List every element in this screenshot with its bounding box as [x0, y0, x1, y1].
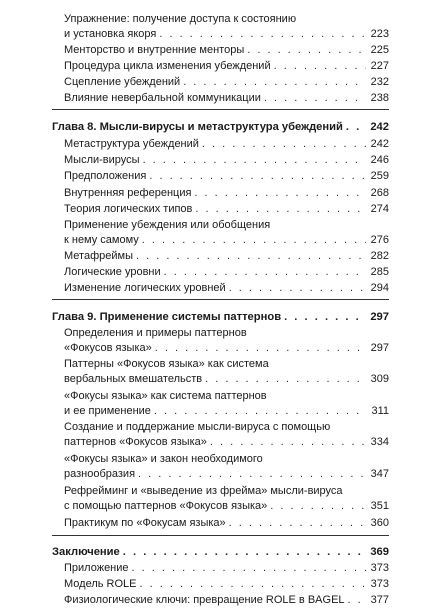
- toc-entry[interactable]: [64, 357, 389, 387]
- toc-entry-title: Физиологические ключи: превращение ROLE в BAGEL: [64, 594, 345, 606]
- toc-entry-line: [64, 75, 389, 90]
- toc-entry-title: и ее применение: [64, 405, 151, 417]
- dot-leader: [264, 91, 366, 106]
- toc-entry-line: [64, 577, 389, 592]
- toc-entry-title: Менторство и внутренние менторы: [64, 44, 245, 56]
- toc-entry-title: Предположения: [64, 170, 147, 182]
- dot-leader: [194, 186, 366, 201]
- toc-entry[interactable]: [64, 249, 389, 264]
- toc-entry-line: [64, 372, 389, 387]
- toc-entry-title: Метаструктура убеждений: [64, 138, 199, 150]
- toc-entry-line: [64, 153, 389, 168]
- dot-leader: [205, 372, 366, 387]
- toc-entry-line: [64, 435, 389, 450]
- toc-page-number: 334: [370, 436, 389, 448]
- toc-entry-line: [64, 59, 389, 74]
- toc-page-number: 276: [370, 234, 389, 246]
- toc-entry-line: [64, 169, 389, 184]
- toc-entry[interactable]: [64, 452, 389, 482]
- dot-leader: [284, 310, 366, 325]
- toc-entry-title: Модель ROLE: [64, 578, 137, 590]
- toc-entry[interactable]: [64, 186, 389, 201]
- dot-leader: [274, 59, 366, 74]
- toc-page-number: 297: [370, 311, 389, 323]
- toc-page-number: 227: [370, 60, 389, 72]
- toc-entry-title: Приложение: [64, 562, 129, 574]
- toc-page-number: 259: [370, 170, 389, 182]
- toc-entry-title: Глава 8. Мысли-вирусы и метаструктура убеждений: [52, 121, 343, 133]
- toc-page-number: 294: [370, 282, 389, 294]
- toc-entry-line: [64, 341, 389, 356]
- toc-entry-line: [64, 265, 389, 280]
- toc-entry-line: [64, 249, 389, 264]
- toc-page-number: 373: [370, 562, 389, 574]
- toc-entry[interactable]: [64, 75, 389, 90]
- toc-entry-line: [64, 91, 389, 106]
- toc-page-number: 232: [370, 76, 389, 88]
- toc-page-number: 268: [370, 187, 389, 199]
- toc-entry[interactable]: [64, 153, 389, 168]
- toc-page-number: 225: [370, 44, 389, 56]
- toc-entry-line: [64, 516, 389, 531]
- toc-entry-line: [64, 202, 389, 217]
- dot-leader: [123, 545, 366, 560]
- toc-entry[interactable]: [64, 484, 389, 514]
- toc-entry-title-line: Создание и поддержание мысли-вируса с помощью: [64, 421, 331, 433]
- toc-entry-title: паттернов «Фокусов языка»: [64, 436, 207, 448]
- dot-leader: [346, 120, 366, 135]
- toc-entry-title: Внутренняя референция: [64, 187, 192, 199]
- toc-entry-line: [64, 404, 389, 419]
- toc-entry-title: Изменение логических уровней: [64, 282, 226, 294]
- toc-entry-line: [64, 233, 389, 248]
- toc-entry-title: Логические уровни: [64, 266, 161, 278]
- toc-entry[interactable]: [64, 137, 389, 152]
- toc-entry-title: Заключение: [52, 546, 120, 558]
- toc-entry-line: [64, 593, 389, 608]
- toc-entry-title: и установка якоря: [64, 28, 157, 40]
- toc-entry-title: с помощью паттернов «Фокусов языка»: [64, 500, 268, 512]
- toc-entry[interactable]: [64, 326, 389, 356]
- dot-leader: [143, 153, 366, 168]
- toc-entry-title-line: Упражнение: получение доступа к состоянию: [64, 13, 297, 25]
- toc-entry-line: [64, 281, 389, 296]
- dot-leader: [229, 516, 366, 531]
- toc-entry[interactable]: [64, 516, 389, 531]
- toc-entry-title-line: Паттерны «Фокусов языка» как система: [64, 358, 269, 370]
- toc-entry[interactable]: [64, 59, 389, 74]
- dot-leader: [270, 499, 366, 514]
- toc-entry[interactable]: [64, 389, 389, 419]
- toc-page-number: 373: [370, 578, 389, 590]
- toc-entry-title: Метафреймы: [64, 250, 133, 262]
- toc-entry[interactable]: [64, 265, 389, 280]
- toc-entry-line: [64, 467, 389, 482]
- toc-entry-line: [52, 120, 389, 135]
- toc-entry[interactable]: [64, 218, 389, 248]
- toc-page-number: 347: [370, 468, 389, 480]
- toc-entry-line: [64, 561, 389, 576]
- toc-entry-title: разнообразия: [64, 468, 136, 480]
- toc-entry[interactable]: [64, 202, 389, 217]
- toc-entry-title: Глава 9. Применение системы паттернов: [52, 311, 282, 323]
- toc-page-number: 309: [370, 373, 389, 385]
- toc-entry-title: Влияние невербальной коммуникации: [64, 92, 261, 104]
- toc-page-number: 242: [370, 121, 389, 133]
- toc-page-number: 246: [370, 154, 389, 166]
- toc-entry[interactable]: [64, 577, 389, 592]
- toc-entry[interactable]: [64, 561, 389, 576]
- toc-entry-line: [64, 27, 389, 42]
- dot-leader: [164, 265, 366, 280]
- dot-leader: [348, 593, 366, 608]
- dot-leader: [229, 281, 366, 296]
- dot-leader: [138, 467, 366, 482]
- toc-entry-title-line: Применение убеждения или обобщения: [64, 219, 271, 231]
- toc-chapter[interactable]: [52, 545, 389, 560]
- toc-entry-title: вербальных вмешательств: [64, 373, 203, 385]
- toc-entry-title: Практикум по «Фокусам языка»: [64, 517, 226, 529]
- toc-entry-line: [64, 186, 389, 201]
- toc-page-number: 238: [370, 92, 389, 104]
- toc-entry-title: Процедура цикла изменения убеждений: [64, 60, 271, 72]
- toc-page-number: 285: [370, 266, 389, 278]
- section-divider: [52, 535, 389, 536]
- section-divider: [52, 109, 389, 110]
- toc-entry-title-line: Определения и примеры паттернов: [64, 327, 247, 339]
- toc-entry[interactable]: [64, 169, 389, 184]
- toc-entry-title: к нему самому: [64, 234, 139, 246]
- toc-page-number: 242: [370, 138, 389, 150]
- toc-entry-title-line: Рефрейминг и «выведение из фрейма» мысли-вируса: [64, 485, 343, 497]
- toc-page-number: 282: [370, 250, 389, 262]
- toc-entry[interactable]: [64, 420, 389, 450]
- toc-page-number: 377: [370, 594, 389, 606]
- dot-leader: [140, 577, 367, 592]
- toc-entry[interactable]: [64, 281, 389, 296]
- dot-leader: [154, 404, 366, 419]
- toc-entry-title-line: «Фокусы языка» как система паттернов: [64, 390, 267, 402]
- dot-leader: [155, 341, 366, 356]
- toc-entry-line: [64, 137, 389, 152]
- dot-leader: [136, 249, 366, 264]
- dot-leader: [183, 75, 366, 90]
- toc-entry[interactable]: [64, 91, 389, 106]
- toc-entry-line: [64, 499, 389, 514]
- toc-entry-title-line: «Фокусы языка» и закон необходимого: [64, 453, 263, 465]
- dot-leader: [132, 561, 366, 576]
- toc-entry-title: Сцепление убеждений: [64, 76, 181, 88]
- dot-leader: [149, 169, 366, 184]
- dot-leader: [210, 435, 366, 450]
- toc-page-number: 369: [370, 546, 389, 558]
- toc-entry-line: [64, 43, 389, 58]
- dot-leader: [142, 233, 366, 248]
- toc-page-number: 297: [370, 342, 389, 354]
- toc-entry-title: Мысли-вирусы: [64, 154, 140, 166]
- toc-entry[interactable]: [64, 43, 389, 58]
- toc-entry-title: «Фокусов языка»: [64, 342, 152, 354]
- toc-entry[interactable]: [64, 593, 389, 608]
- dot-leader: [195, 202, 366, 217]
- section-divider: [52, 299, 389, 300]
- toc-chapter[interactable]: [52, 120, 389, 135]
- toc-page-number: 360: [370, 517, 389, 529]
- dot-leader: [159, 27, 366, 42]
- toc-entry[interactable]: [64, 12, 389, 42]
- toc-entry-line: [52, 545, 389, 560]
- toc-page-number: 351: [370, 500, 389, 512]
- toc-entry-title: Теория логических типов: [64, 203, 193, 215]
- dot-leader: [202, 137, 366, 152]
- toc-page-number: 223: [370, 28, 389, 40]
- toc-page-number: 311: [371, 405, 389, 417]
- toc-entry-line: [52, 310, 389, 325]
- dot-leader: [247, 43, 366, 58]
- toc-page-number: 274: [370, 203, 389, 215]
- toc-chapter[interactable]: [52, 310, 389, 325]
